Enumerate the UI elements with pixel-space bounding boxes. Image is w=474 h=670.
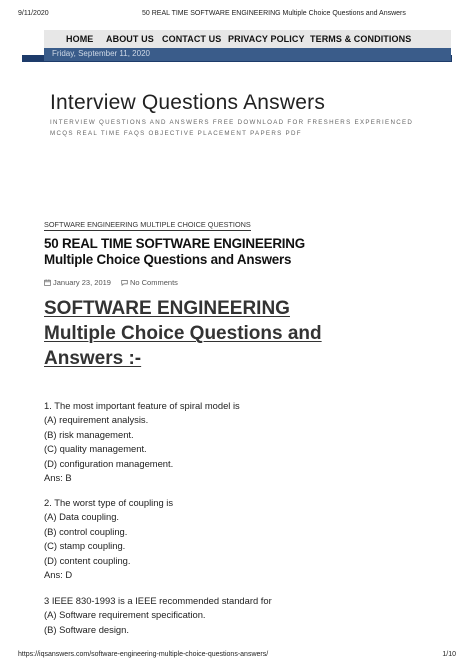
main-nav bbox=[44, 30, 451, 48]
nav-item-terms-conditions[interactable]: TERMS & CONDITIONS bbox=[310, 34, 412, 44]
current-date: Friday, September 11, 2020 bbox=[52, 49, 150, 58]
post-category-link[interactable]: SOFTWARE ENGINEERING MULTIPLE CHOICE QUESTIONS bbox=[44, 220, 251, 229]
nav-item-privacy-policy[interactable]: PRIVACY POLICY bbox=[228, 34, 305, 44]
answer-text: Ans: D bbox=[44, 569, 73, 581]
nav-item-about-us[interactable]: ABOUT US bbox=[106, 34, 154, 44]
post-meta bbox=[44, 278, 178, 287]
post-date[interactable]: January 23, 2019 bbox=[53, 278, 111, 287]
option-c: (C) quality management. bbox=[44, 443, 147, 455]
option-d: (D) configuration management. bbox=[44, 457, 174, 469]
post-title: 50 REAL TIME SOFTWARE ENGINEERING Multiple Choice Questions and Answers bbox=[44, 236, 305, 267]
question-text: 1. The most important feature of spiral model is bbox=[44, 400, 240, 411]
nav-item-home[interactable]: HOME bbox=[66, 34, 94, 44]
site-tagline: INTERVIEW QUESTIONS AND ANSWERS FREE DOWNLOAD FOR FRESHERS EXPERIENCED MCQS REAL TIME FAQS OBJECTIVE PLACEMENT PAPERS PDF bbox=[50, 119, 414, 137]
page-number: 1/10 bbox=[442, 651, 456, 658]
question-block bbox=[44, 496, 173, 582]
option-b: (B) Software design. bbox=[44, 623, 129, 635]
comment-icon bbox=[121, 279, 128, 286]
nav-item-contact-us[interactable]: CONTACT US bbox=[162, 34, 222, 44]
date-bar bbox=[44, 48, 451, 61]
site-title[interactable]: Interview Questions Answers bbox=[50, 91, 326, 114]
print-url: https://iqsanswers.com/software-engineering-multiple-choice-questions-answers/ bbox=[18, 651, 269, 658]
calendar-icon bbox=[44, 279, 51, 286]
content-heading: SOFTWARE ENGINEERING Multiple Choice Questions and Answers :- bbox=[44, 298, 322, 369]
post-comments-link[interactable]: No Comments bbox=[129, 278, 178, 287]
print-document-title: 50 REAL TIME SOFTWARE ENGINEERING Multiple Choice Questions and Answers bbox=[142, 10, 406, 17]
question-text: 2. The worst type of coupling is bbox=[44, 497, 174, 508]
question-block bbox=[44, 399, 240, 485]
answer-text: Ans: B bbox=[44, 472, 72, 484]
option-b: (B) control coupling. bbox=[44, 525, 128, 537]
option-b: (B) risk management. bbox=[44, 428, 134, 440]
print-date: 9/11/2020 bbox=[18, 10, 49, 17]
question-text: 3 IEEE 830-1993 is a IEEE recommended standard for bbox=[44, 595, 272, 606]
option-a: (A) requirement analysis. bbox=[44, 414, 149, 426]
option-c: (C) stamp coupling. bbox=[44, 540, 126, 552]
option-a: (A) Data coupling. bbox=[44, 511, 120, 523]
question-block bbox=[44, 594, 272, 637]
option-a: (A) Software requirement specification. bbox=[44, 609, 206, 621]
option-d: (D) content coupling. bbox=[44, 554, 131, 566]
